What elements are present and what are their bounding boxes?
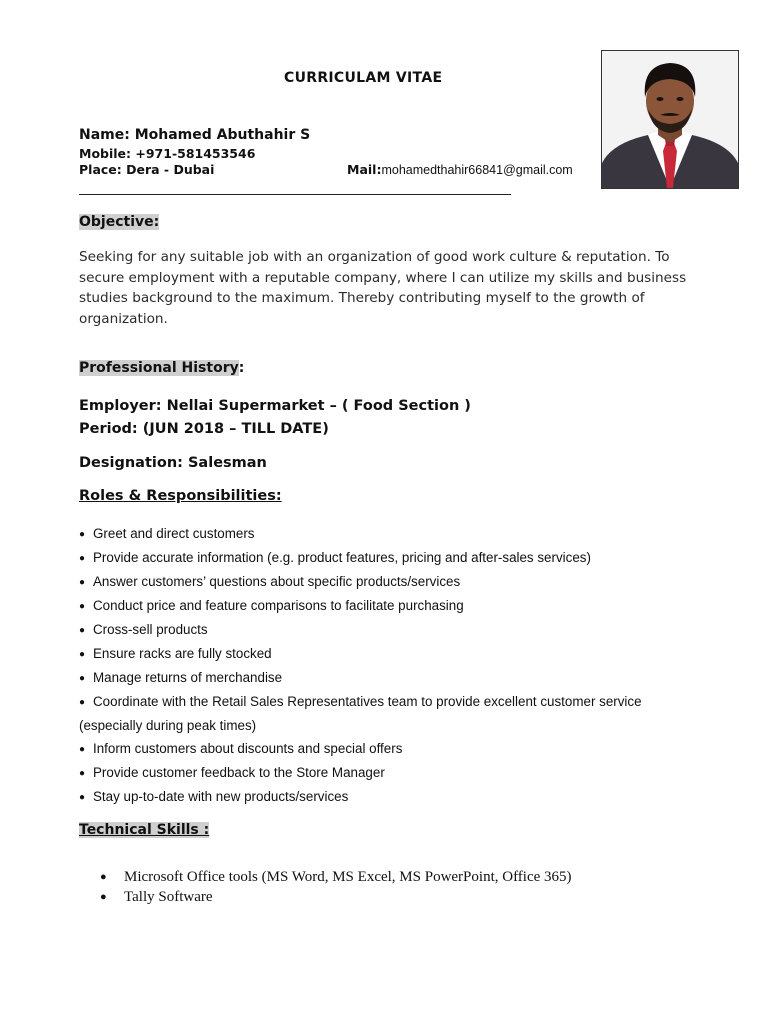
list-item: ● Inform customers about discounts and special offers bbox=[79, 737, 719, 761]
roles-heading: Roles & Responsibilities: bbox=[79, 488, 282, 504]
email bbox=[347, 162, 573, 177]
email-label: Mail: bbox=[347, 162, 382, 177]
technical-skills-heading-text: Technical Skills : bbox=[79, 822, 210, 838]
document-title: CURRICULAM VITAE bbox=[284, 70, 443, 86]
bullet-icon: ● bbox=[100, 871, 107, 883]
list-item: ● Provide accurate information (e.g. product features, pricing and after-sales services) bbox=[79, 546, 719, 570]
designation: Designation: Salesman bbox=[79, 455, 267, 471]
bullet-icon: ● bbox=[79, 768, 86, 779]
bullet-icon: ● bbox=[79, 601, 86, 612]
list-item: ● Tally Software bbox=[100, 889, 213, 905]
list-item: ● Answer customers’ questions about specific products/services bbox=[79, 570, 719, 594]
list-item: ● Ensure racks are fully stocked bbox=[79, 642, 719, 666]
list-item: ● Conduct price and feature comparisons to facilitate purchasing bbox=[79, 594, 719, 618]
roles-list bbox=[79, 522, 719, 809]
bullet-icon: ● bbox=[79, 529, 86, 540]
list-item: ● Cross-sell products bbox=[79, 618, 719, 642]
objective-heading bbox=[79, 214, 159, 230]
bullet-icon: ● bbox=[79, 744, 86, 755]
list-item: ● Microsoft Office tools (MS Word, MS Excel, MS PowerPoint, Office 365) bbox=[100, 869, 572, 885]
objective-heading-text: Objective: bbox=[79, 214, 160, 230]
list-item: ● Stay up-to-date with new products/services bbox=[79, 785, 719, 809]
profile-photo bbox=[601, 50, 739, 189]
list-item: ● Manage returns of merchandise bbox=[79, 666, 719, 690]
employer: Employer: Nellai Supermarket – ( Food Section ) bbox=[79, 398, 471, 414]
bullet-icon: ● bbox=[79, 697, 86, 708]
list-item-continuation: (especially during peak times) bbox=[79, 718, 257, 733]
list-item: ● Greet and direct customers bbox=[79, 522, 719, 546]
place: Place: Dera - Dubai bbox=[79, 162, 215, 177]
bullet-icon: ● bbox=[79, 625, 86, 636]
professional-history-heading bbox=[79, 360, 244, 376]
professional-history-heading-text: Professional History bbox=[79, 360, 239, 376]
person-photo-icon bbox=[602, 51, 738, 188]
bullet-icon: ● bbox=[79, 649, 86, 660]
mobile-number: Mobile: +971-581453546 bbox=[79, 146, 256, 161]
header-divider bbox=[79, 194, 511, 195]
candidate-name: Name: Mohamed Abuthahir S bbox=[79, 127, 311, 143]
professional-history-colon: : bbox=[238, 360, 245, 376]
email-address: mohamedthahir66841@gmail.com bbox=[381, 163, 573, 177]
list-item: ● Provide customer feedback to the Store Manager bbox=[79, 761, 719, 785]
bullet-icon: ● bbox=[79, 792, 86, 803]
bullet-icon: ● bbox=[79, 553, 86, 564]
technical-skills-list bbox=[100, 867, 572, 907]
period: Period: (JUN 2018 – TILL DATE) bbox=[79, 421, 329, 437]
objective-text: Seeking for any suitable job with an organization of good work culture & reputation. To secure employment with a reputable company, where I can utilize my skills and business studies background to the maximum. Thereby contributing myself to the growth of organization. bbox=[79, 249, 687, 328]
bullet-icon: ● bbox=[79, 673, 86, 684]
technical-skills-heading bbox=[79, 822, 209, 838]
bullet-icon: ● bbox=[100, 891, 107, 903]
list-item: ● Coordinate with the Retail Sales Representatives team to provide excellent customer service bbox=[79, 690, 719, 714]
bullet-icon: ● bbox=[79, 577, 86, 588]
